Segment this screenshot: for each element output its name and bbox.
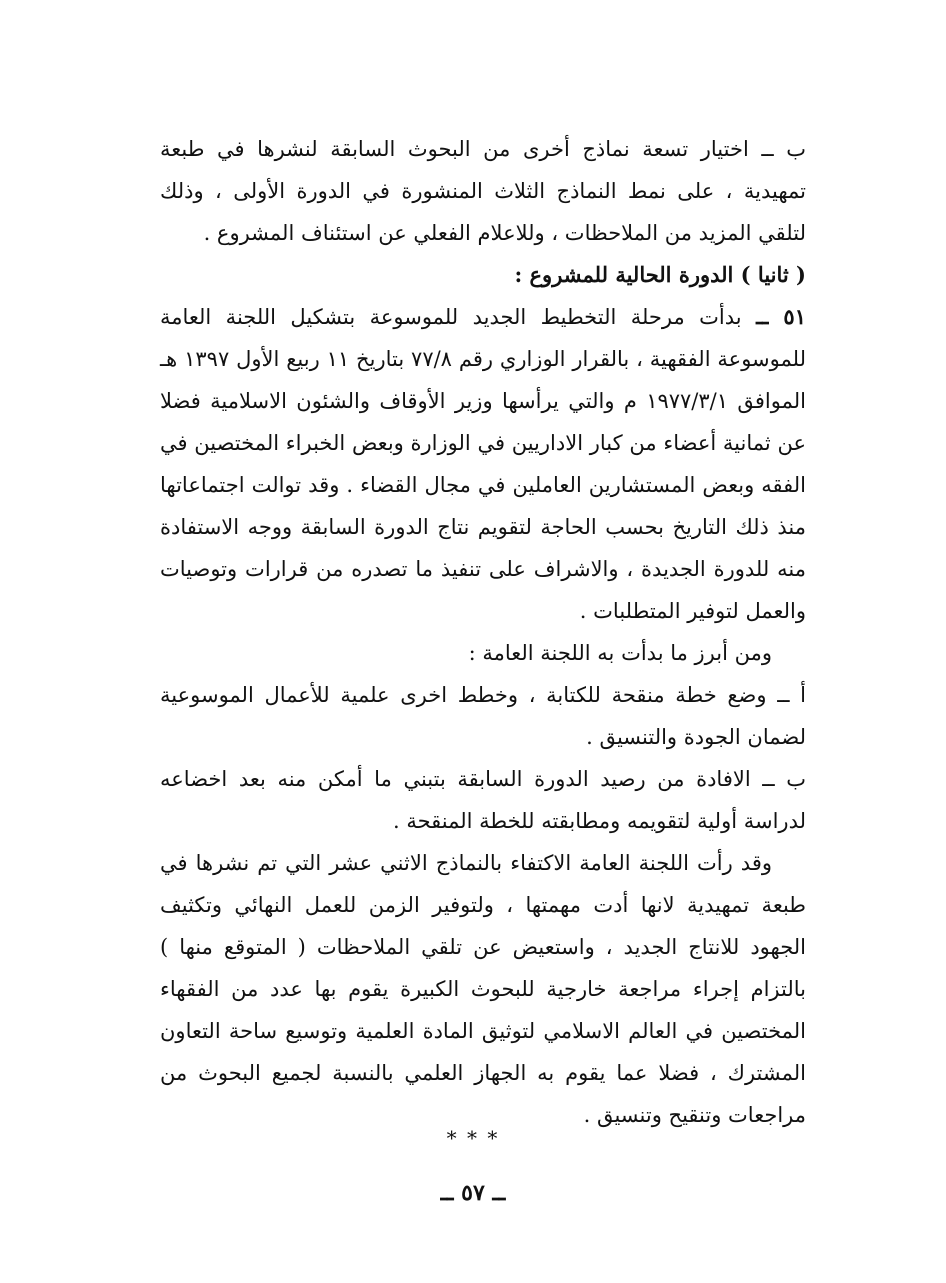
paragraph-51	[160, 296, 806, 632]
paragraph-item-b-first: ب ــ اختيار تسعة نماذج أخرى من البحوث السابقة لنشرها في طبعة تمهيدية ، على نمط النماذج الثلاث المنشورة في الدورة الأولى ، وذلك لتلقي المزيد من الملاحظات ، وللاعلام الفعلي عن استئناف المشروع .	[160, 137, 806, 245]
paragraph-closing: وقد رأت اللجنة العامة الاكتفاء بالنماذج الاثني عشر التي تم نشرها في طبعة تمهيدية لانها أدت مهمتها ، ولتوفير الزمن للعمل النهائي وتكثيف الجهود للانتاج الجديد ، واستعيض عن تلقي الملاحظات ( المتوقع منها ) بالتزام إجراء مراجعة خارجية للبحوث الكبيرة يقوم بها عدد من الفقهاء المختصين في العالم الاسلامي لتوثيق المادة العلمية وتوسيع ساحة التعاون المشترك ، فضلا عما يقوم به الجهاز العلمي بالنسبة لجميع البحوث من مراجعات وتنقيح وتنسيق .	[160, 851, 806, 1127]
body-text	[160, 128, 806, 1136]
page-number: ــ ٥٧ ــ	[440, 1180, 506, 1206]
paragraph-number: ٥١ ــ	[756, 304, 806, 329]
paragraph-intro-list: ومن أبرز ما بدأت به اللجنة العامة :	[468, 641, 772, 665]
paragraph-item-b-second: ب ــ الافادة من رصيد الدورة السابقة بتبني ما أمكن منه بعد اخضاعه لدراسة أولية لتقويمه ومطابقته للخطة المنقحة .	[160, 767, 806, 833]
section-separator: * * *	[446, 1126, 500, 1150]
paragraph-item-a: أ ــ وضع خطة منقحة للكتابة ، وخطط اخرى علمية للأعمال الموسوعية لضمان الجودة والتنسيق .	[160, 683, 806, 749]
paragraph-51-text: بدأت مرحلة التخطيط الجديد للموسوعة بتشكيل اللجنة العامة للموسوعة الفقهية ، بالقرار الوزاري رقم ٧٧/٨ بتاريخ ١١ ربيع الأول ١٣٩٧ هـ الموافق ١٩٧٧/٣/١ م والتي يرأسها وزير الأوقاف والشئون الاسلامية فضلا عن ثمانية أعضاء من كبار الاداريين في الوزارة وبعض الخبراء المختصين في الفقه وبعض المستشارين العاملين في مجال القضاء . وقد توالت اجتماعاتها منذ ذلك التاريخ بحسب الحاجة لتقويم نتاج الدورة السابقة ووجه الاستفادة منه للدورة الجديدة ، والاشراف على تنفيذ ما تصدره من قرارات وتوصيات والعمل لتوفير المتطلبات .	[160, 305, 806, 623]
section-heading: ( ثانيا ) الدورة الحالية للمشروع :	[514, 262, 806, 287]
